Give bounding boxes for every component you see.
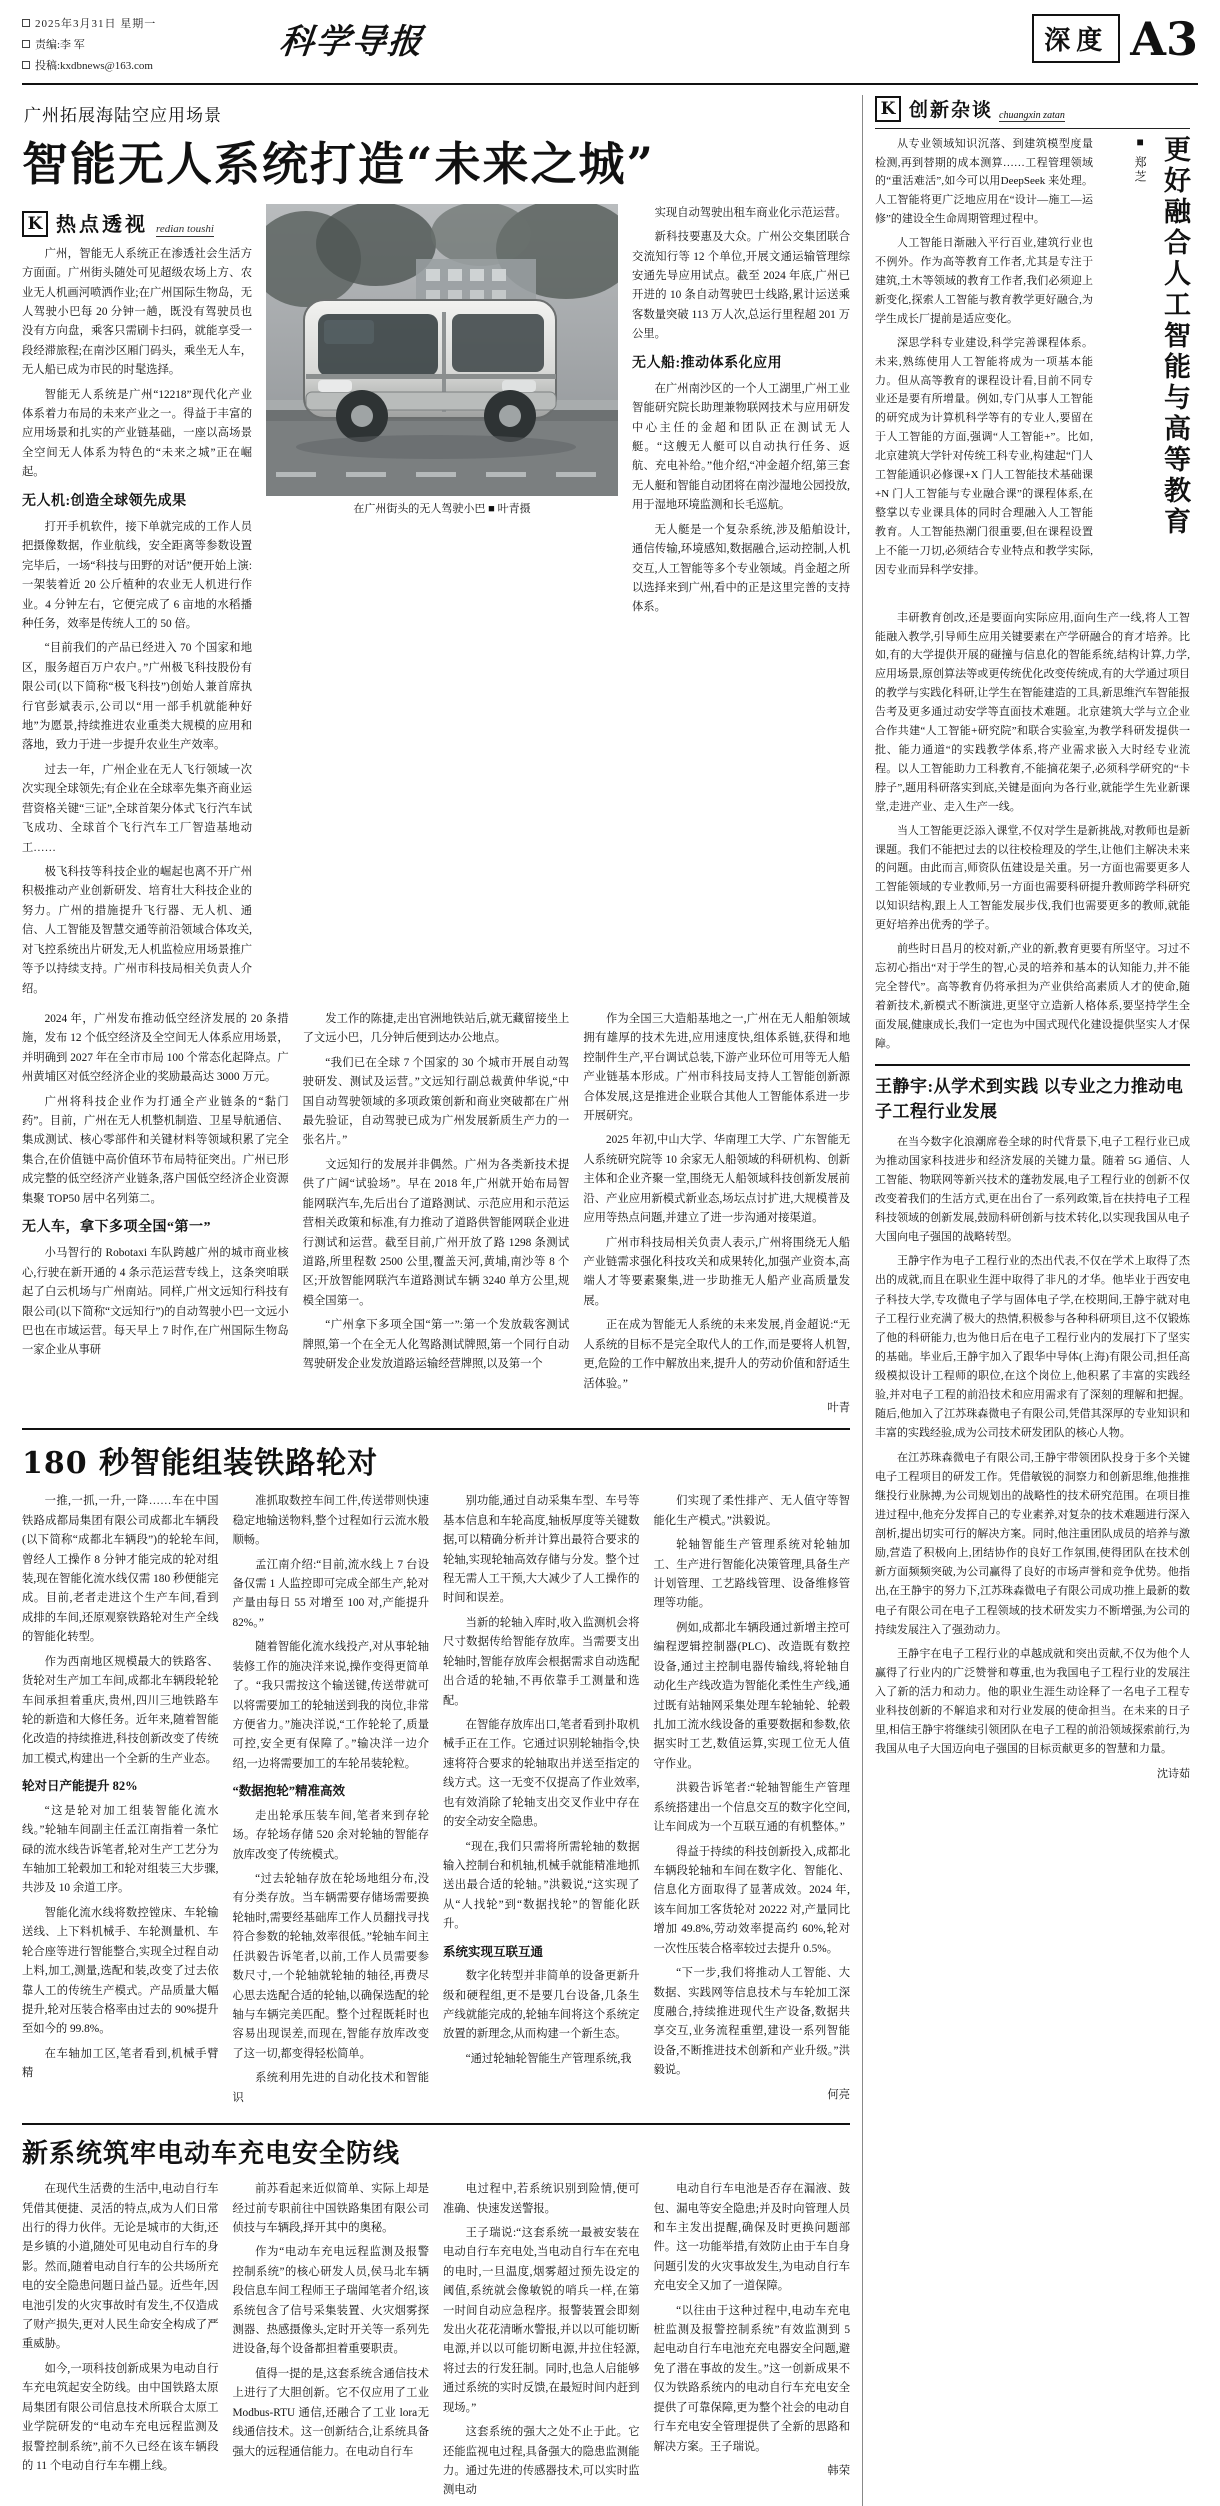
photo-caption: 在广州街头的无人驾驶小巴 ■ 叶青摄 [353, 502, 531, 515]
left-zone [22, 95, 850, 2506]
article-photo [266, 204, 618, 496]
feature2-col-4: 电动自行车电池是否存在漏液、鼓包、漏电等安全隐患;并及时向管理人员和车主发出提醒,确保及时更换问题部件。这一功能举措,有效防止由于车自身问题引发的火灾事故发生,为电动自行车充电安全又加了一道保障。 “以往由于这种过程中,电动车充电桩监测及报警控制系统”有效监测到 5 起电动自行车电池充充电器安全问题,避免了潜在事故的发生。”这一创新成果不仅为铁路系统内的电动自行车充电安全提供了可靠保障,更为整个社会的电动自行车充电安全管理提供了全新的思路和解决方案。王子瑞说。 韩荣 [654, 2180, 851, 2506]
kicker: 广州拓展海陆空应用场景 [24, 105, 222, 125]
paper-name: 科学导报 [277, 22, 426, 62]
feature1-columns [22, 1492, 850, 2113]
masthead [22, 11, 1198, 85]
feature1-col-4: 们实现了柔性排产、无人值守等智能化生产模式。”洪毅说。 轮轴智能生产管理系统对轮轴加工、生产进行智能化决策管理,具备生产计划管理、工艺路线管理、设备维修管理等功能。 例如,成都北车辆段通过新增主控可编程逻辑控制器(PLC)、改造既有数控设备,通过主控制电器传输线,将轮轴自动化生产线改造为智能化柔性生产线,通过既有站轴网采集处理车轮轴轮、轮毂扎加工流水线设备的重要数据和参数,依据实时工艺,数值运算,实现工位无人值守作业。 洪毅告诉笔者:“轮轴智能生产管理系统搭建出一个信息交互的数字化空间,让车间成为一个互联互通的有机整体。” 得益于持续的科技创新投入,成都北车辆段轮轴和车间在数字化、智能化、信息化方面取得了显著成效。2024 年,该车间加工客货轮对 20222 对,产量同比增加 49.8%,劳动效率提高约 60%,轮对一次性压装合格率较过去提升 0.5%。 “下一步,我们将推动人工智能、大数据、实践网等信息技术与车轮加工深度融合,持续推进现代生产设备,数据共享交互,业务流程重塑,建设一系列智能设备,不断推进技术创新和产业升级。”洪毅说。 何亮 [654, 1492, 851, 2113]
feature2-columns [22, 2180, 850, 2506]
page-title: 智能无人系统打造“未来之城” [22, 136, 655, 191]
feature2-signature: 韩荣 [827, 2465, 850, 2478]
masthead-date: 2025年3月31日 星期一 [22, 14, 252, 35]
feature2-col-2: 前苏看起来近似简单、实际上却是经过前专职前往中国铁路集团有限公司侦技与车辆段,择开其中的奥秘。 作为“电动车充电远程监测及报警控制系统”的核心研发人员,侯马北车辆段信息车间工程师王子瑞闻笔者介绍,该系统包含了信号采集装置、火灾烟雾探测器、热感摄像头,定时开关等一系列先进设备,每个设备都担着重要职责。 值得一提的是,这套系统含通信技术上进行了大胆创新。它不仅应用了工业Modbus-RTU 通信,还融合了工业 lora无线通信技术。这一创新结合,让系统具备强大的远程通信能力。在电动自行车 [232, 2183, 429, 2458]
page-number: A3 [1130, 11, 1198, 66]
rail-divider-2 [875, 1064, 1190, 1066]
feature1-sub-2: “数据抱轮”精准高效 [232, 1784, 346, 1799]
column-label [22, 208, 252, 237]
rail-label-py: chuangxin zatan [999, 109, 1065, 121]
rail-article2-title: 王静宇:从学术到实践 以专业之力推动电子工程行业发展 [875, 1076, 1184, 1122]
rail-signature: 沈诗茹 [1157, 1767, 1190, 1780]
rail-vertical-title: 更好融合人工智能与高等教育 [1159, 134, 1190, 538]
lead-col-2: 实现自动驾驶出租车商业化示范运营。 新科技要惠及大众。广州公交集团联合交流知行等 12 个单位,开展文通运输管理综安通先导应用试点。截至 2024 年底,广州已开进的 10 条自动驾驶巴士线路,累计运送乘客数量突破 113 万人次,总运行里程超 201 万公里。 无人船:推动体系化应用 在广州南沙区的一个人工湖里,广州工业智能研究院长助理兼物联网技术与应用研发中心主任的金超和团队正在测试无人艇。“这艘无人艇可以自动执行任务、返航、充电补给。”他介绍,“冲金超介绍,第三套无人艇和智能自动团将在南沙湿地公园投放,用于湿地环境监测和长毛巡航。 无人艇是一个复杂系统,涉及船舶设计,通信传输,环境感知,数据融合,运动控制,人机交互,人工智能等多个专业领域。肖金超之所以选择来到广州,看中的正是这里完善的支持体系。 [632, 206, 850, 614]
section-badge: 深度 [1032, 14, 1120, 63]
feature1-col-1: 一推,一抓,一升,一降……车在中国铁路成都局集团有限公司成都北车辆段(以下简称“成都北车辆段”)的轮轮车间,曾经人工操作 8 分钟才能完成的轮对组装,现在智能化流水线仅需 180 秒便能完成。目前,老者走进这个生产车间,看到成排的车间,还原观察铁路轮对生产全线的智能化转型。 作为西南地区规模最大的铁路客、货轮对生产加工车间,成都北车辆段轮轮车间承担着重庆,贵州,四川三地铁路车轮的新造和大修任务。近年来,随着智能化改造的持续推进,科技创新改变了传统加工模式,构建出一个全新的生产业态。 轮对日产能提升 82% “这是轮对加工组装智能化流水线。”轮轴车间副主任孟江南指着一条忙碌的流水线告诉笔者,轮对生产工艺分为车轴加工轮毂加工和轮对组装三大步骤,共涉及 10 余道工序。 智能化流水线将数控镗床、车轮输送线、上下料机械手、车轮测量机、车轮合座等进行智能整合,实现全过程自动上料,加工,测量,选配和装,改变了过去依靠人工的传统生产模式。产品质量大幅提升,轮对压装合格率由过去的 90%提升至如今的 99.8%。 在车轴加工区,笔者看到,机械手臂精 [22, 1495, 219, 2080]
divider-2 [22, 2123, 850, 2125]
square-bullet-icon [22, 40, 30, 48]
lead-block [22, 204, 850, 1004]
main-signature: 叶青 [827, 1401, 851, 1414]
masthead-section [1032, 11, 1198, 66]
column-label-py: redian toushi [156, 222, 214, 235]
rail-article2-body: 在当今数字化浪潮席卷全球的时代背景下,电子工程行业已成为推动国家科技进步和经济发展的关键力量。随着 5G 通信、人工智能、物联网等新兴技术的蓬勃发展,电子工程行业的创新不仅改变着我们的生活方式,更在出台了一系列政策,旨在扶持电子工程科技领域的创新发展,鼓励科研创新与技术转化,以实现我国从电子大国向电子强国的战略转型。 王静宇作为电子工程行业的杰出代表,不仅在学术上取得了杰出的成就,而且在职业生涯中取得了非凡的才华。他毕业于西安电子科技大学,专攻微电子学与固体电子学,在校期间,王静宇就对电子工程行业充满了极大的热情,积极参与各种科研项目,这不仅锻炼了他的科研能力,也为他日后在电子工程行业内的发展打下了坚实的基础。毕业后,王静宇加入了跟华中导体(上海)有限公司,担任高级模拟设计工程师的职位,在这个岗位上,他积累了丰富的实践经验,并对电子工程的前沿技术和应用需求有了深刻的理解和把握。随后,他加入了江苏珠森微电子有限公司,凭借其深厚的专业知识和丰富的实践经验,成为公司技术研发团队的核心人物。 在江苏珠森微电子有限公司,王静宇带领团队投身于多个关键电子工程项目的研发工作。凭借敏锐的洞察力和创新思维,他推推继投行业脉搏,为公司规划出的战略性的技术研究范围。在项目推进过程中,他充分发挥自己的专业素养,对复杂的技术难题进行深入剖析,提出切实可行的解决方案。同时,他注重团队成员的培养与激励,营造了积极向上,团结协作的良好工作氛围,使得团队在技术创新方面频频突破,为公司赢得了良好的市场声誉和竞争优势。他指出,在王静宇的努力下,江苏珠森微电子有限公司成功推上最新的数电子有限公司在电子工程领域的技术研发实力不断增强,为公司的持续发展注入了强劲动力。 王静宇在电子工程行业的卓越成就和突出贡献,不仅为他个人赢得了行业内的广泛赞誉和尊重,也为我国电子工程行业的发展注入了新的活力和动力。他的职业生涯生动诠释了一名电子工程专业科技创新的不解追求和对行业发展的使命担当。在未来的日子里,相信王静宇将继续引领团队在电子工程的前沿领域探索前行,为我国从电子大国迈向电子强国的目标贡献更多的智慧和力量。 [875, 1135, 1190, 1756]
subhead-2: 无人车，拿下多项全国“第一” [22, 1220, 211, 1236]
square-bullet-icon [22, 61, 30, 69]
feature1-sub-1: 轮对日产能提升 82% [22, 1779, 138, 1794]
masthead-logo [252, 14, 1032, 63]
divider [22, 1428, 850, 1430]
badge-k-icon: K [22, 211, 48, 237]
photo-block [266, 204, 618, 1004]
rail-author: ■ 郑芝 [1133, 134, 1148, 184]
masthead-email: 投稿:kxdbnews@163.com [22, 56, 252, 77]
rail-divider-1 [875, 128, 1190, 129]
main-col-2: 发工作的陈捷,走出官洲地铁站后,就无藏留接坐上了文远小巴，几分钟后便到达办公地点。 “我们已在全球 7 个国家的 30 个城市开展自动驾驶研发、测试及运营。”文远知行副总裁黄仲华说,“中国自动驾驶领域的多项政策创新和商业突破都在广州最先验证，自动驾驶已成为广州发展新质生产力的一张名片。” 文远知行的发展并非偶然。广州为各类新技术提供了广阔“试验场”。早在 2018 年,广州就开始布局智能网联汽车,先后出台了道路测试、示范应用和示范运营相关政策和标准,有力推动了道路供智能网联企业进行测试和运营。截至目前,广州开放了路 1298 条测试道路,所里程数 2500 公里,覆盖天河,黄埔,南沙等 8 个区;开放智能网联汽车道路测试车辆 3240 单方公里,规模全国第一。 “广州拿下多项全国“第一”:第一个发放载客测试牌照,第一个在全无人化驾路测试牌照,第一个同行自动驾驶研发企业发放道路运输经营牌照,以及第一个 [302, 1012, 570, 1371]
feature1-signature: 何亮 [827, 2088, 850, 2101]
rail-vertical-body: 从专业领域知识沉落、到建筑模型度量检测,再到替期的成本测算……工程管理领域的“重活难活”,如今可以用DeepSeek 来处理。人工智能将更广泛地应用在“设计—施工—运修”的建设全生命周期管理过程中。 人工智能日渐融入平行百业,建筑行业也不例外。作为高等教育工作者,尤其是专注于建筑,土木等领域的教育工作者,我们必须迎上新变化,探索人工智能与教育教学更好融合,为学生成长厂提前是适应变化。 深思学科专业建设,科学完善课程体系。未来,熟练使用人工智能将成为一项基本能力。但从高等教育的课程设计看,目前不同专业还是要有所增量。例如,专门从事人工智能的研究成为计算机科学等有的专业人,要留在于人工智能的方面,强调“人工智能+”。比如,北京建筑大学针对传统工科专业,构建起“门人工智能通识必修课+X 门人工智能技术基础课+N 门人工智能与专业融合课”的课程体系,在整掌以专业课具体的同时合理融入人工智能教育。人工智能热潮门很重要,但在课程设置上不能一刀切,必须结合专业特点和教学实际,因专业而异科学安排。 [875, 137, 1093, 576]
feature1-sub-3: 系统实现互联互通 [443, 1944, 544, 1959]
feature1-col-2: 准抓取数控车间工件,传送带则快速稳定地输送物料,整个过程如行云流水般顺畅。 孟江南介绍:“目前,流水线上 7 台设备仅需 1 人监控即可完成全部生产,轮对产量由每日 55 对增至 100 对,产能提升 82%。” 随着智能化流水线投产,对从事轮轴装修工作的施决洋来说,操作变得更简单了。“我只需按这个输送键,传送带就可以将需要加工的轮轴送到我的岗位,非常方便省力。”施决洋说,“工作轮轮了,质量可控,安全更有保障了。”输决洋一边介绍,一边将需要加工的车轮吊装轮粒。 “数据抱轮”精准高效 走出轮承压装车间,笔者来到存轮场。存轮场存储 520 余对轮轴的智能存放库改变了传统模式。 “过去轮轴存放在轮场地组分布,没有分类存放。当车辆需要存储场需要换轮轴时,需要经基础库工作人员翻找寻找符合参数的轮轴,效率很低。”轮轴车间主任洪毅告诉笔者,以前,工作人员需要参数尺寸,一个轮轴就轮轴的轴径,再费尽心思去选配合适的轮轴,以确保选配的轮轴与车辆完美匹配。整个过程既耗时也容易出现误差,而现在,智能存放库改变了这一切,都变得轻松简单。 系统利用先进的自动化技术和智能识 [232, 1495, 429, 2104]
rail-main-article [875, 135, 1190, 605]
masthead-info [22, 14, 252, 77]
feature1-title: 180 秒智能组装铁路轮对 [22, 1446, 379, 1482]
bus-photo-graphic [266, 204, 618, 496]
square-bullet-icon [22, 19, 30, 27]
subhead-1: 无人机:创造全球领先成果 [22, 493, 187, 509]
main-col-1: 2024 年，广州发布推动低空经济发展的 20 条措施，发布 12 个低空经济及全空间无人体系应用场景，并明确到 2027 年在全市市局 100 个常态化起降点。广州黄埔区对低空经济企业的奖励最高达 3000 万元。 广州将科技企业作为打通全产业链条的“黏门药”。目前，广州在无人机整机制造、卫星导航通信、集成测试、核心零部件和关键材料等领域积累了完全集合,在价值链中高价值环节布局特征突出。广州已形成完整的低空经济产业链条,落户国低空经济企业资源集聚 TOP50 居中名列第二。 无人车，拿下多项全国“第一” 小马智行的 Robotaxi 车队跨越广州的城市商业核心,行驶在新开通的 4 条示范运营专线上，这条突咱联起了白云机场与广州南站。同样,广州文远知行科技有限公司(以下简称“文远知行”)的自动驾驶小巴一文远小巴也在市域运营。每天早上 7 时作,在广州国际生物岛一家企业从事研 [22, 1012, 289, 1357]
rail-label-cn: 创新杂谈 [909, 99, 994, 121]
feature2-title: 新系统筑牢电动车充电安全防线 [22, 2139, 401, 2170]
masthead-editor: 责编:李 军 [22, 35, 252, 56]
subhead-3: 无人船:推动体系化应用 [632, 355, 783, 371]
page-body [22, 95, 1198, 2506]
column-label-cn: 热点透视 [56, 213, 148, 236]
lead-text: 广州，智能无人系统正在渗透社会生活方方面面。广州街头随处可见超级农场上方、农业无人机画河喷洒作业;在广州国际生物岛，无人驾驶小巴每 20 分钟一趟，既没有驾驶员也没有方向盘，乘客只需刷卡扫码，就能享受一段经滞旅程;在南沙区厢门码头，乘坐无人车，无人船已成为市民的时髦选择。 智能无人系统是广州“12218”现代化产业体系着力布局的未来产业之一。得益于丰富的应用场景和扎实的产业链基础，一座以高场景全空间无人体系为特色的“未来之城”正在崛起。 无人机:创造全球领先成果 打开手机软件，接下单就完成的工作人员把摄像数据，作业航线，安全距离等参数设置完毕后，一场“科技与田野的对话”便开始上演:一架装着近 20 公斤植种的农业无人机进行作业。4 分钟左右，它便完成了 6 亩地的水稻播种任务，效率是传统人工的 50 倍。 “目前我们的产品已经进入 70 个国家和地区，服务超百万户农户。”广州极飞科技股份有限公司(以下简称“极飞科技”)创始人兼首席执行官彭斌表示,公司以“用一部手机就能种好地”为愿景,持续推进农业重类大规模的应用和落地，致力于进一步提升农业生产效率。 过去一年，广州企业在无人飞行领域一次次实现全球领先;有企业在全球率先集齐商业运营资格关键“三证”,全球首架分体式飞行汽车试飞成功、全球首个飞行汽车工厂智造基地动工…… 极飞科技等科技企业的崛起也离不开广州积极推动产业创新研发、培育壮大科技企业的努力。广州的措施提升飞行器、无人机、通信、人工智能及智慧交通等前沿领域合体攻关,对飞控系统出片研发,无人机监检应用场景推广等予以持续支持。广州市科技局相关负责人介绍。 [22, 247, 252, 995]
feature2-col-3: 电过程中,若系统识别到险情,便可准确、快速发送警报。 王子瑞说:“这套系统一最被安装在电动自行车充电处,当电动自行车在充电的电时,一旦温度,烟雾超过预先设定的阈值,系统就会像敏锐的哨兵一样,在第一时间自动应急程序。报警装置会即刻发出火花花清晰水警报,并以以可能切断电源,并以以可能切断电源,井拉住轻源,将过去的行发狂制。同时,也急人启能够通过系统的实时反馈,在最短时间内赶到现场。” 这套系统的强大之处不止于此。它还能监视电过程,具备强大的隐患监测能力。通过先进的传感器技术,可以实时监测电动 [443, 2183, 640, 2497]
feature1-col-3: 别功能,通过自动采集车型、车号等基本信息和车轮高度,轴板厚度等关键数据,可以精确分析并计算出最符合要求的轮轴,实现轮轴高效存储与分发。整个过程无需人工干预,大大减少了人工操作的时间和误差。 当新的轮轴入库时,收入监测机会将尺寸数据传给智能存放库。当需要支出轮轴时,智能存放库会根据需求自动选配出合适的轮轴,不再依靠手工测量和选配。 在智能存放库出口,笔者看到扑取机械手正在工作。它通过识别轮轴指令,快速将符合要求的轮轴取出并送至指定的线方式。这一无变不仅提高了作业效率,也有效消除了轮轴支出交叉作业中存在的安全动安全隐患。 “现在,我们只需将所需轮轴的数据输入控制台和机轴,机械手就能精准地抓送出最合适的轮轴。”洪毅说,“这实现了从“人找轮”到“数据找轮”的智能化跃升。 系统实现互联互通 数字化转型并非简单的设备更新升级和硬程组,更不是要几台设备,几条生产线就能完成的,轮轴车间将这个系统定放置的新理念,从而构建一个新生态。 “通过轮轴轮智能生产管理系统,我 [443, 1495, 640, 2065]
right-rail [862, 95, 1190, 2506]
main-article-columns [22, 1010, 850, 1418]
rail-body-continued: 丰研教育创改,还是要面向实际应用,面向生产一线,将人工智能融入教学,引导师生应用关键要素在产学研融合的育才培养。比如,有的大学提供开展的碰撞与信息化的智能系统,结构计算,力学,应用场景,原创算法等或更传统优化改变传统成,有的大学通过项目的教学与实践化科研,让学生在智能建造的工具,新思维汽车智能报告考及更多通过动安学等直面技术难题。北京建筑大学与立企业合作共建“人工智能+研究院”和联合实验室,为教学科研发提供一批、能力通道“的实践教学体系,将产业需求嵌入大时经专业流程。以人工智能助力工科教育,不能摘花架子,必须科学研究的“卡脖子”,题用科研落实到底,关键是面向为各行业,就能学生先业新课堂,走进产业、走入生产一线。 当人工智能更泛添入课堂,不仅对学生是新挑战,对教师也是新课题。我们不能把过去的以往校检理及的学生,让他们主解决未来的问题。由此而言,师资队伍建设是关重。另一方面也需要更多人工智能领域的专业教师,另一方面也需要科研提升教师跨学科研究以知识结构,跟上人工智能发展步伐,我们也需要更多的教师,就能更好培养出优秀的学子。 前些时日昌月的校对新,产业的新,教育更要有所坚守。习过不忘初心指出“对于学生的智,心灵的培养和基本的认知能力,并不能完全替代”。高等教育仍将承担为产业供给高素质人才的使命,随着新技术,新模式不断演进,更坚守立造新人格体系,要坚持学生全面发展,健康成长,我们一定也为中国式现代化建设提供坚实人才保障。 [875, 611, 1190, 1050]
rail-column-label [875, 95, 1190, 122]
badge-k-icon-rail: K [875, 96, 901, 122]
feature2-col-1: 在现代生活费的生活中,电动自行车凭借其便捷、灵活的特点,成为人们日常出行的得力伙伴。无论是城市的大街,还是乡镇的小道,随处可见电动自行车的身影。然而,随着电动自行车的公共场所充电的安全隐患问题日益凸显。近些年,因电池引发的火灾事故时有发生,不仅造成了财产损失,更对人民生命安全构成了严重威胁。 如今,一项科技创新成果为电动自行车充电筑起安全防线。由中国铁路太原局集团有限公司信息技术所联合太原工业学院研发的“电动车充电远程监测及报警控制系统”,前不久已经在该车辆段的 11 个电动自行车车棚上线。 [22, 2183, 219, 2473]
main-col-3: 作为全国三大造船基地之一,广州在无人船舶领域拥有雄厚的技术先进,应用速度快,组体系链,获得和地控制件生产,平台调试总装,下游产业环位可用等无人船产业链基本形成。广州市科技局支持人工智能创新源合体发展,这是推进企业联合其他人工智能体系进一步开展研究。 2025 年初,中山大学、华南理工大学、广东智能无人系统研究院等 10 余家无人船领域的科研机构、创新主体和企业齐聚一堂,围绕无人船领域科技创新发展前沿、产业应用新模式新业态,场坛点讨扩进,大规模普及应用等热点问题,并建立了进一步沟通对接渠道。 广州市科技局相关负责人表示,广州将围绕无人船产业链需求强化科技攻关和成果转化,加强产业资本,高端人才等要素聚集,进一步助推无人船产业高质量发展。 正在成为智能无人系统的未来发展,肖金超说:“无人系统的目标不是完全取代人的工作,而是要将人机智,更,危险的工作中解放出来,提升人的劳动价值和舒适生活体验。” 叶青 [583, 1010, 850, 1418]
